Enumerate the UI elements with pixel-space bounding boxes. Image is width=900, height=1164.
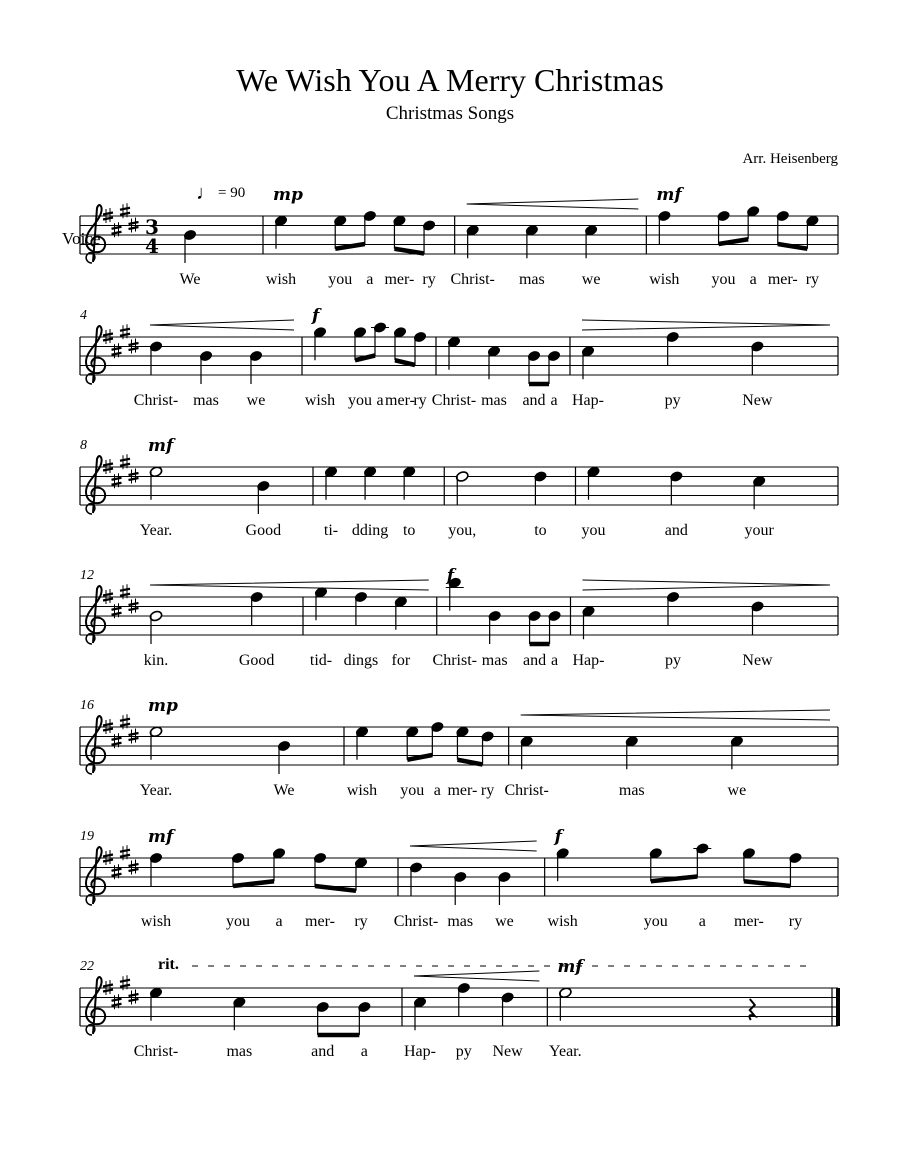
lyric-syllable: New xyxy=(492,1043,523,1060)
lyric-syllable: ry xyxy=(413,392,427,409)
measure-number: 19 xyxy=(80,829,94,844)
lyric-syllable: mer- xyxy=(447,782,478,799)
dynamic-marking: mf xyxy=(557,957,583,977)
beam xyxy=(395,360,415,365)
lyric-syllable: to xyxy=(402,522,416,539)
lyric-syllable: a xyxy=(433,782,441,799)
lyric-syllable: ti- xyxy=(323,522,339,539)
staff-system xyxy=(80,566,838,669)
lyric-syllable: New xyxy=(742,652,773,669)
beam xyxy=(394,249,424,254)
lyric-syllable: Year. xyxy=(139,782,173,799)
lyric-syllable: a xyxy=(275,913,283,930)
lyric-syllable: mas xyxy=(481,392,507,409)
lyric-syllable: a xyxy=(366,271,374,288)
lyric-syllable: Good xyxy=(245,522,282,539)
lyric-syllable: wish xyxy=(547,913,578,930)
lyric-syllable: Year. xyxy=(549,1043,582,1060)
lyric-syllable: a xyxy=(550,652,559,669)
quarter-note-icon: ♩ xyxy=(196,182,216,204)
lyric-syllable: and xyxy=(664,522,688,539)
dynamic-marking: f xyxy=(446,566,455,586)
time-sig-top: 3 xyxy=(145,215,159,239)
lyric-syllable: Christ- xyxy=(504,782,549,799)
staff-system xyxy=(80,185,838,288)
lyric-syllable: you xyxy=(348,392,372,409)
lyric-syllable: ry xyxy=(422,271,436,288)
lyric-syllable: ry xyxy=(480,782,495,799)
lyric-syllable: tid- xyxy=(309,652,333,669)
lyric-syllable: py xyxy=(455,1043,472,1060)
measure-number: 8 xyxy=(80,438,87,453)
lyric-syllable: Christ- xyxy=(133,392,179,409)
lyric-syllable: mer- xyxy=(767,271,798,288)
instrument-name: Voice xyxy=(62,229,101,248)
staff-system xyxy=(80,827,838,930)
lyric-syllable: dings xyxy=(343,652,379,669)
measure-number: 4 xyxy=(80,308,87,323)
dynamic-marking: mf xyxy=(148,827,174,847)
beam xyxy=(744,881,791,886)
lyric-syllable: and xyxy=(311,1043,335,1060)
lyric-syllable: mas xyxy=(618,782,645,799)
dynamic-marking: f xyxy=(554,827,562,847)
measure-number: 16 xyxy=(80,698,94,713)
hairpin xyxy=(521,710,830,720)
lyric-syllable: and xyxy=(522,392,546,409)
lyric-syllable: Hap- xyxy=(404,1043,436,1060)
dynamic-marking: f xyxy=(312,306,320,326)
lyric-syllable: a xyxy=(698,913,706,930)
hairpin xyxy=(582,320,830,330)
dynamic-marking: mp xyxy=(148,696,178,716)
score-title: We Wish You A Merry Christmas xyxy=(236,62,664,98)
lyric-syllable: ry xyxy=(805,271,820,288)
measure-number: 12 xyxy=(80,568,94,583)
lyric-syllable: Hap- xyxy=(572,652,605,669)
lyric-syllable: you xyxy=(581,522,606,539)
lyric-syllable: ry xyxy=(354,913,368,930)
lyric-syllable: we xyxy=(495,913,514,930)
lyric-syllable: we xyxy=(581,271,601,288)
lyric-syllable: Christ- xyxy=(133,1043,179,1060)
lyric-syllable: a xyxy=(749,271,757,288)
lyric-syllable: mas xyxy=(481,652,508,669)
hairpin xyxy=(150,320,294,330)
hairpin xyxy=(467,199,639,209)
lyric-syllable: py xyxy=(664,392,681,409)
staff-system xyxy=(80,436,838,539)
lyric-syllable: we xyxy=(727,782,747,799)
lyric-syllable: mas xyxy=(518,271,545,288)
lyric-syllable: Christ- xyxy=(450,271,495,288)
dynamic-marking: mf xyxy=(656,185,682,205)
final-barline xyxy=(836,988,840,1026)
lyric-syllable: dding xyxy=(351,522,389,539)
hairpin xyxy=(150,580,429,590)
dynamic-marking: mp xyxy=(273,185,303,205)
lyric-syllable: Hap- xyxy=(572,392,604,409)
lyric-syllable: a xyxy=(376,392,384,409)
lyric-syllable: wish xyxy=(265,271,297,288)
lyric-syllable: wish xyxy=(649,271,680,288)
staff-system xyxy=(80,956,840,1060)
lyric-syllable: We xyxy=(273,782,295,799)
beam xyxy=(233,881,274,886)
beam xyxy=(719,239,749,244)
lyric-syllable: you xyxy=(328,271,353,288)
hairpin xyxy=(410,841,537,851)
lyric-syllable: for xyxy=(391,652,411,669)
lyric-syllable: wish xyxy=(346,782,378,799)
lyric-syllable: Christ- xyxy=(393,913,439,930)
hairpin xyxy=(414,971,539,981)
tempo-value: = 90 xyxy=(218,185,246,201)
lyric-syllable: and xyxy=(523,652,547,669)
lyric-syllable: mer- xyxy=(384,271,415,288)
lyric-syllable: Good xyxy=(238,652,275,669)
lyric-syllable: you xyxy=(711,271,736,288)
rit-marking: rit. xyxy=(158,956,179,973)
time-sig-bottom: 4 xyxy=(145,234,159,258)
beam xyxy=(457,760,482,765)
lyric-syllable: to xyxy=(534,522,547,539)
lyric-syllable: your xyxy=(744,522,774,539)
lyric-syllable: mer- xyxy=(385,392,415,409)
lyric-syllable: mer- xyxy=(733,913,764,930)
lyric-syllable: Christ- xyxy=(431,392,477,409)
lyric-syllable: py xyxy=(665,652,681,669)
lyric-syllable: Year. xyxy=(139,522,173,539)
lyric-syllable: wish xyxy=(304,392,336,409)
lyric-syllable: kin. xyxy=(143,652,169,669)
arranger-credit: Arr. Heisenberg xyxy=(742,151,838,167)
lyric-syllable: you xyxy=(643,913,668,930)
staff-system xyxy=(80,306,838,409)
lyric-syllable: mer- xyxy=(305,913,335,930)
lyric-syllable: New xyxy=(742,392,773,409)
lyric-syllable: you, xyxy=(448,522,477,539)
lyric-syllable: you xyxy=(400,782,425,799)
lyric-syllable: Christ- xyxy=(432,652,477,669)
hairpin xyxy=(583,580,831,590)
lyric-syllable: We xyxy=(179,271,201,288)
lyric-syllable: you xyxy=(226,913,250,930)
measure-number: 22 xyxy=(80,959,94,974)
dynamic-marking: mf xyxy=(148,436,174,456)
score-subtitle: Christmas Songs xyxy=(385,103,515,124)
lyric-syllable: a xyxy=(550,392,558,409)
lyric-syllable: we xyxy=(246,392,266,409)
lyric-syllable: mas xyxy=(226,1043,253,1060)
lyric-syllable: mas xyxy=(447,913,474,930)
staff-system xyxy=(80,696,838,799)
lyric-syllable: wish xyxy=(140,913,172,930)
lyric-syllable: a xyxy=(360,1043,368,1060)
lyric-syllable: mas xyxy=(193,392,219,409)
lyric-syllable: ry xyxy=(788,913,803,930)
